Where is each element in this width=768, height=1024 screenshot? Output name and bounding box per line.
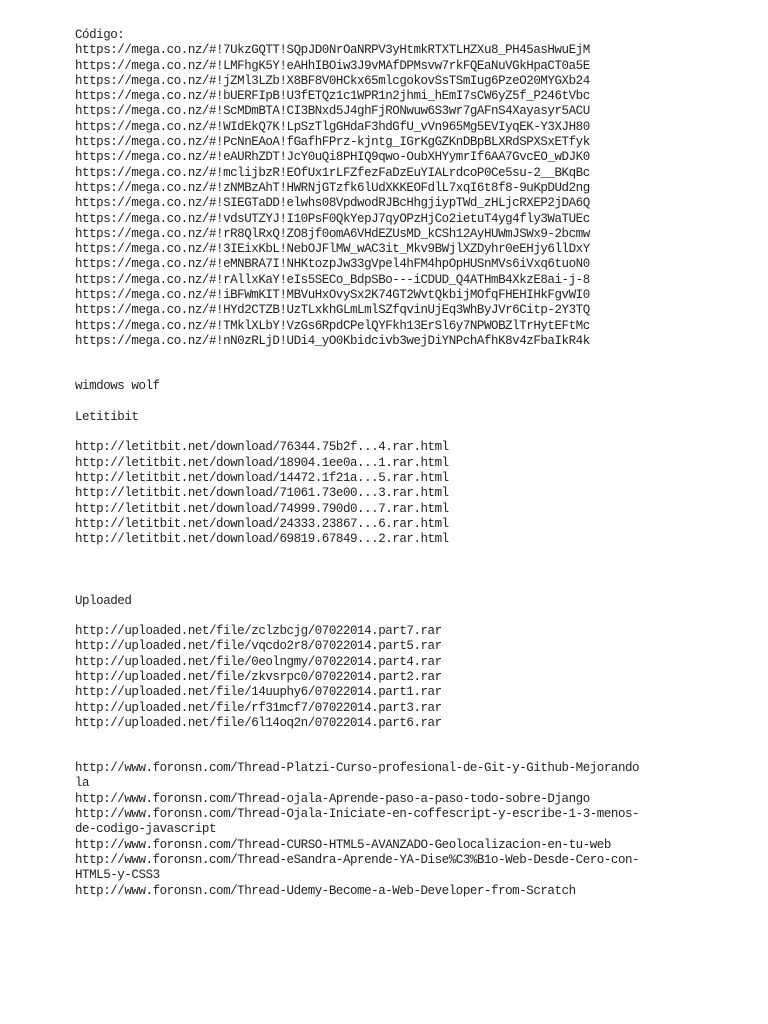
mega-link[interactable]: https://mega.co.nz/#!mclijbzR!EOfUx1rLFZfezFaDzEuYIALrdcoP0Ce5su-2__BKqBc <box>75 165 590 180</box>
spacer <box>75 349 695 379</box>
mega-link[interactable]: https://mega.co.nz/#!bUERFIpB!U3fETQz1c1WPR1n2jhmi_hEmI7sCW6yZ5f_P246tVbc <box>75 89 590 104</box>
foronsn-link[interactable]: http://www.foronsn.com/Thread-ojala-Aprende-paso-a-paso-todo-sobre-Django <box>75 791 590 806</box>
spacer <box>75 425 695 440</box>
uploaded-link[interactable]: http://uploaded.net/file/14uuphy6/07022014.part1.rar <box>75 685 442 700</box>
spacer <box>75 548 695 594</box>
mega-link[interactable]: https://mega.co.nz/#!LMFhgK5Y!eAHhIBOiw3J9vMAfDPMsvw7rkFQEaNuVGkHpaCT0a5E <box>75 58 590 73</box>
mega-link[interactable]: https://mega.co.nz/#!7UkzGQTT!SQpJD0NrOaNRPV3yHtmkRTXTLHZXu8_PH45asHwuEjM <box>75 43 590 58</box>
mega-link[interactable]: https://mega.co.nz/#!nN0zRLjD!UDi4_yO0Kbidcivb3wejDiYNPchAfhK8v4zFbaIkR4k <box>75 333 590 348</box>
foronsn-link[interactable]: http://www.foronsn.com/Thread-Udemy-Become-a-Web-Developer-from-Scratch <box>75 883 576 898</box>
foronsn-link[interactable]: http://www.foronsn.com/Thread-Platzi-Curso-profesional-de-Git-y-Github-Mejorando la <box>75 761 640 791</box>
mega-link[interactable]: https://mega.co.nz/#!rAllxKaY!eIs5SECo_BdpSBo---iCDUD_Q4ATHmB4XkzE8ai-j-8 <box>75 272 590 287</box>
mega-links-list <box>75 43 695 349</box>
mega-link[interactable]: https://mega.co.nz/#!TMklXLbY!VzGs6RpdCPelQYFkh13ErSl6y7NPWOBZlTrHytEFtMc <box>75 318 590 333</box>
mega-link[interactable]: https://mega.co.nz/#!PcNnEAoA!fGafhFPrz-kjntg_IGrKgGZKnDBpBLXRdSPXSxETfyk <box>75 135 590 150</box>
document-page <box>75 28 695 899</box>
letitbit-link[interactable]: http://letitbit.net/download/76344.75b2f...4.rar.html <box>75 440 449 455</box>
letitbit-link[interactable]: http://letitbit.net/download/24333.23867...6.rar.html <box>75 516 449 531</box>
letitbit-link[interactable]: http://letitbit.net/download/69819.67849...2.rar.html <box>75 532 449 547</box>
spacer <box>75 395 695 410</box>
wimdows-wolf-heading: wimdows wolf <box>75 379 160 394</box>
letitbit-link[interactable]: http://letitbit.net/download/74999.790d0...7.rar.html <box>75 501 449 516</box>
letitbit-links-list <box>75 440 695 547</box>
foronsn-link[interactable]: http://www.foronsn.com/Thread-CURSO-HTML5-AVANZADO-Geolocalizacion-en-tu-web <box>75 837 611 852</box>
uploaded-heading: Uploaded <box>75 593 132 608</box>
letitbit-link[interactable]: http://letitbit.net/download/14472.1f21a...5.rar.html <box>75 471 449 486</box>
mega-link[interactable]: https://mega.co.nz/#!vdsUTZYJ!I10PsF0QkYepJ7qyOPzHjCo2ietuT4yg4fly3WaTUEc <box>75 211 590 226</box>
mega-link[interactable]: https://mega.co.nz/#!zNMBzAhT!HWRNjGTzfk6lUdXKKEOFdlL7xqI6t8f8-9uKpDUd2ng <box>75 180 590 195</box>
foronsn-link[interactable]: http://www.foronsn.com/Thread-eSandra-Aprende-YA-Dise%C3%B1o-Web-Desde-Cero-con- HTML5-y-CSS3 <box>75 852 640 883</box>
mega-link[interactable]: https://mega.co.nz/#!ScMDmBTA!CI3BNxd5J4ghFjRONwuw6S3wr7gAFnS4Xayasyr5ACU <box>75 104 590 119</box>
letitbit-link[interactable]: http://letitbit.net/download/18904.1ee0a...1.rar.html <box>75 455 449 470</box>
mega-link[interactable]: https://mega.co.nz/#!eMNBRA7I!NHKtozpJw33gVpel4hFM4hpOpHUSnMVs6iVxq6tuoN0 <box>75 257 590 272</box>
mega-link[interactable]: https://mega.co.nz/#!rR8QlRxQ!ZO8jf0omA6VHdEZUsMD_kCSh12AyHUWmJSWx9-2bcmw <box>75 226 590 241</box>
mega-link[interactable]: https://mega.co.nz/#!HYd2CTZB!UzTLxkhGLmLmlSZfqvinUjEq3WhByJVr6Citp-2Y3TQ <box>75 303 590 318</box>
foronsn-link[interactable]: http://www.foronsn.com/Thread-Ojala-Iniciate-en-coffescript-y-escribe-1-3-menos- de-codigo-javascript <box>75 807 640 837</box>
letitbit-link[interactable]: http://letitbit.net/download/71061.73e00...3.rar.html <box>75 486 449 501</box>
uploaded-link[interactable]: http://uploaded.net/file/vqcdo2r8/07022014.part5.rar <box>75 639 442 654</box>
uploaded-link[interactable]: http://uploaded.net/file/zclzbcjg/07022014.part7.rar <box>75 624 442 639</box>
mega-link[interactable]: https://mega.co.nz/#!eAURhZDT!JcY0uQi8PHIQ9qwo-OubXHYymrIf6AA7GvcEO_wDJK0 <box>75 150 590 165</box>
mega-link[interactable]: https://mega.co.nz/#!iBFWmKIT!MBVuHxOvySx2K74GT2WvtQkbijMOfqFHEHIHkFgvWI0 <box>75 288 590 303</box>
codigo-label: Código: <box>75 28 125 42</box>
spacer <box>75 731 695 761</box>
mega-link[interactable]: https://mega.co.nz/#!3IEixKbL!NebOJFlMW_wAC3it_Mkv9BWjlXZDyhr0eEHjy6llDxY <box>75 242 590 257</box>
mega-link[interactable]: https://mega.co.nz/#!jZMl3LZb!X8BF8V0HCkx65mlcgokovSsTSmIug6PzeO20MYGXb24 <box>75 73 590 88</box>
uploaded-links-list <box>75 624 695 731</box>
mega-link[interactable]: https://mega.co.nz/#!WIdEkQ7K!LpSzTlgGHdaF3hdGfU_vVn965Mg5EVIyqEK-Y3XJH80 <box>75 119 590 134</box>
letitbit-heading: Letitibit <box>75 409 139 424</box>
uploaded-link[interactable]: http://uploaded.net/file/0eolngmy/07022014.part4.rar <box>75 654 442 669</box>
uploaded-link[interactable]: http://uploaded.net/file/zkvsrpc0/07022014.part2.rar <box>75 669 442 684</box>
uploaded-link[interactable]: http://uploaded.net/file/rf31mcf7/07022014.part3.rar <box>75 700 442 715</box>
foronsn-links-list <box>75 761 695 899</box>
mega-link[interactable]: https://mega.co.nz/#!SIEGTaDD!elwhs08VpdwodRJBcHhgjiypTWd_zHLjcRXEP2jDA6Q <box>75 196 590 211</box>
uploaded-link[interactable]: http://uploaded.net/file/6l14oq2n/07022014.part6.rar <box>75 715 442 730</box>
spacer <box>75 609 695 624</box>
